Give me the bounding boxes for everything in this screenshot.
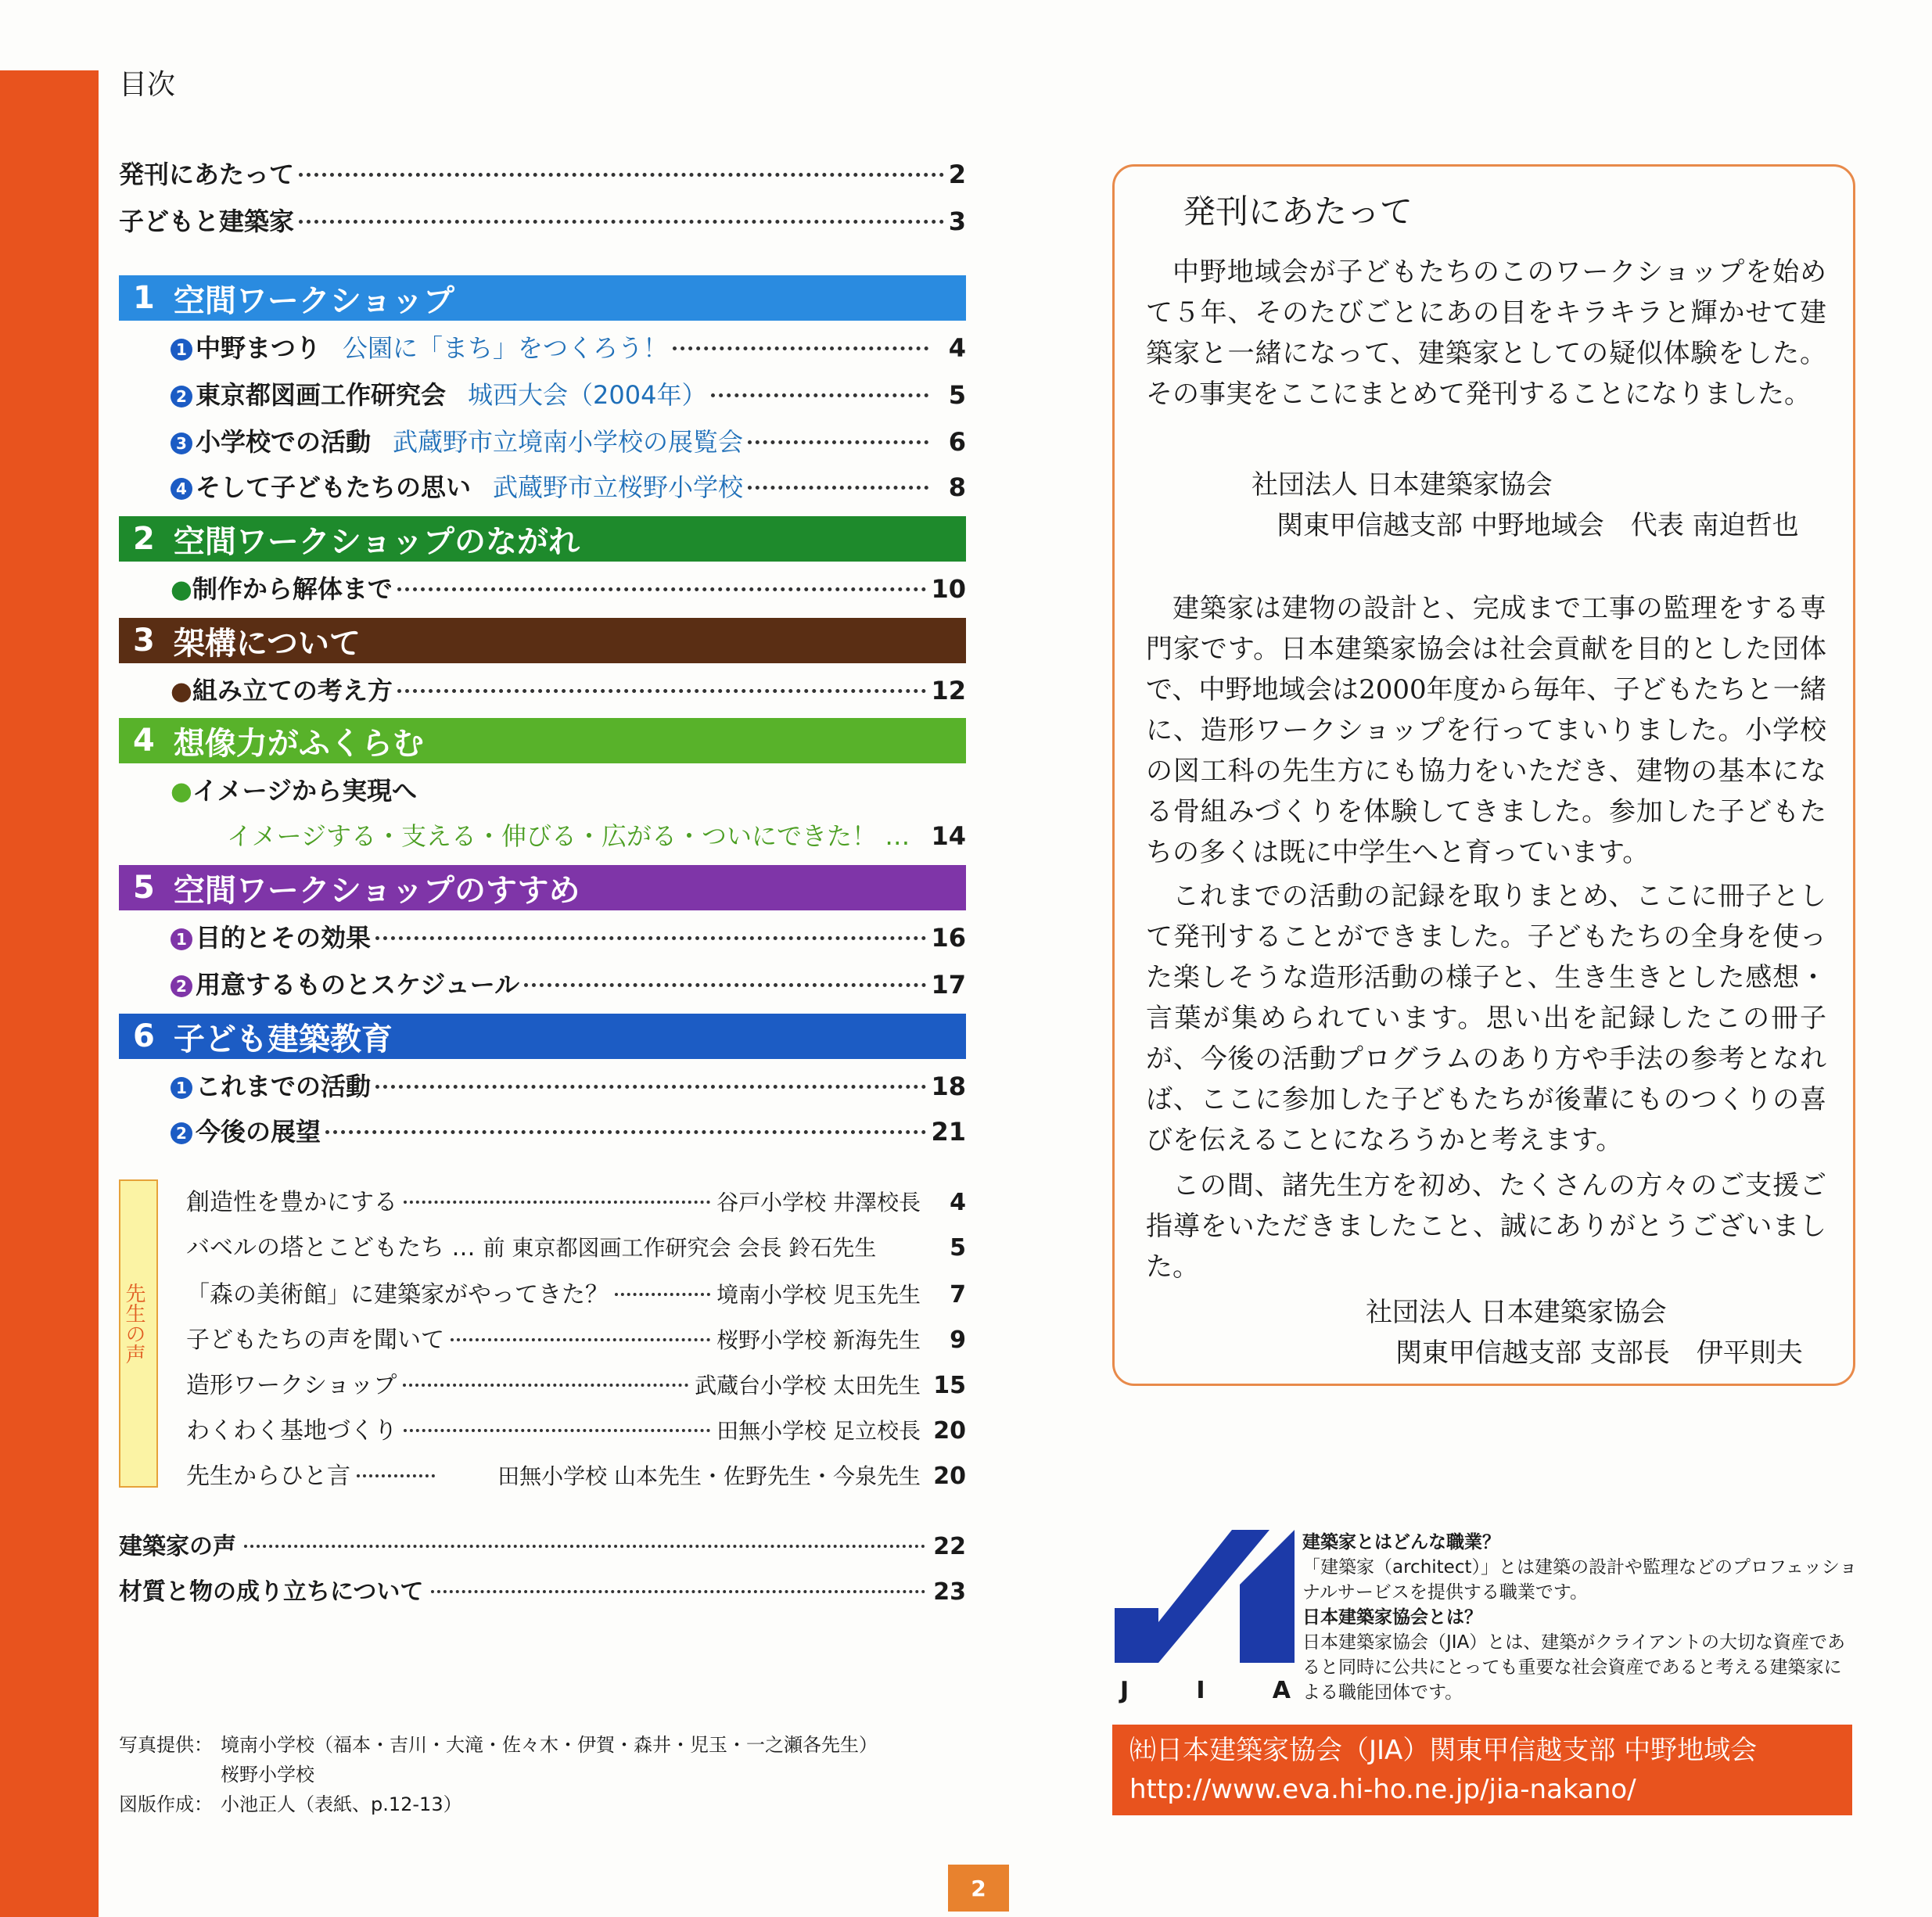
leader-dots	[325, 1130, 926, 1134]
leader-dots	[397, 689, 927, 693]
jia-question: 日本建築家協会とは？	[1302, 1607, 1482, 1628]
voice-title: 子どもたちの声を聞いて	[186, 1326, 444, 1354]
section-title: 架構について	[173, 625, 361, 662]
section-title: 想像力がふくらむ	[173, 725, 424, 762]
toc-entry-label: 建築家の声	[119, 1533, 236, 1560]
toc-entry[interactable]	[119, 1572, 966, 1606]
voice-page: 15	[933, 1372, 966, 1399]
credit-text: 小池正人（表紙、p.12-13）	[221, 1793, 462, 1815]
section-title: 子ども建築教育	[173, 1021, 393, 1057]
section-number: 5	[133, 870, 155, 906]
voice-page: 9	[950, 1326, 966, 1354]
jia-answer: 日本建築家協会（JIA）とは、建築がクライアントの大切な資産であると同時に公共にとっても重要な社会資産であると考える建築家による職能団体です。	[1302, 1632, 1846, 1703]
bullet-dot-icon: ●	[171, 776, 192, 806]
section-number: 2	[133, 521, 155, 557]
voice-entry[interactable]	[186, 1366, 966, 1400]
credit-label: 写真提供：	[119, 1734, 213, 1756]
leader-dots	[404, 1201, 710, 1204]
toc-subentry-page: 5	[948, 380, 966, 410]
toc-subentry-page: 16	[931, 923, 966, 953]
toc-subentry-label: 制作から解体まで	[192, 574, 393, 604]
signature-name: 関東甲信越支部 中野地域会 代表 南迫哲也	[1277, 510, 1799, 541]
voices-label: 先生の声	[122, 1283, 145, 1364]
credit-text: 境南小学校（福本・吉川・大滝・佐々木・伊賀・森井・児玉・一之瀬各先生）	[221, 1734, 878, 1756]
toc-subentry[interactable]	[171, 422, 966, 458]
page-number: 2	[948, 1865, 1009, 1912]
toc-entry-page: 23	[933, 1578, 966, 1606]
leader-dots	[244, 1545, 925, 1548]
toc-title: 目次	[119, 69, 176, 101]
circled-number-icon: 1	[171, 928, 192, 950]
voice-page: 20	[933, 1417, 966, 1445]
toc-subentry[interactable]	[171, 328, 966, 364]
toc-subentry-note: 公園に「まち」をつくろう！	[343, 333, 669, 363]
toc-subentry-label: 用意するものとスケジュール	[196, 970, 520, 1000]
jia-banner-org: ㈳日本建築家協会（JIA）関東甲信越支部 中野地域会	[1129, 1735, 1758, 1766]
voice-title: バベルの塔とこどもたち …	[186, 1234, 476, 1262]
voice-entry[interactable]	[186, 1228, 966, 1262]
toc-subentry-note: 武蔵野市立桜野小学校	[493, 472, 744, 502]
credits	[119, 1730, 878, 1819]
voice-title: 造形ワークショップ	[186, 1372, 397, 1399]
voice-page: 7	[950, 1281, 966, 1309]
circled-number-icon: 2	[171, 1122, 192, 1144]
leader-dots	[711, 393, 928, 397]
signature-name: 関東甲信越支部 支部長 伊平則夫	[1395, 1337, 1803, 1369]
section-number: 3	[133, 623, 155, 659]
section-header-3[interactable]	[119, 618, 966, 663]
circled-number-icon: 1	[171, 1077, 192, 1099]
toc-subentry[interactable]	[171, 965, 966, 1001]
bullet-dot-icon: ●	[171, 676, 192, 705]
section-title: 空間ワークショップのながれ	[173, 523, 580, 560]
leader-dots	[524, 983, 926, 987]
leader-dots	[404, 1429, 710, 1432]
leader-dots	[431, 1590, 925, 1593]
section-title: 空間ワークショップのすすめ	[173, 872, 580, 909]
voice-title: 「森の美術館」に建築家がやってきた？	[186, 1281, 609, 1309]
toc-subentry-page: 17	[931, 970, 966, 1000]
leader-dots	[375, 936, 926, 940]
leader-dots	[451, 1338, 710, 1341]
toc-subentry-continuation[interactable]	[227, 817, 966, 853]
toc-subentry-label: 中野まつり	[196, 333, 321, 363]
toc-entry-page: 22	[933, 1533, 966, 1560]
toc-subentry-label: これまでの活動	[196, 1072, 372, 1101]
jia-description	[1302, 1530, 1858, 1705]
credit-label: 図版作成：	[119, 1793, 213, 1815]
circled-number-icon: 3	[171, 433, 192, 454]
toc-subentry[interactable]	[171, 671, 966, 707]
left-edge-bar	[0, 70, 99, 1917]
voice-author: 前 東京都図画工作研究会 会長 鈴石先生	[483, 1235, 877, 1261]
circled-number-icon: 1	[171, 339, 192, 361]
toc-entry[interactable]	[119, 1527, 966, 1561]
jia-banner	[1112, 1725, 1852, 1815]
voice-entry[interactable]	[186, 1411, 966, 1445]
circled-number-icon: 4	[171, 478, 192, 500]
toc-entry[interactable]	[119, 155, 966, 191]
voice-title: 創造性を豊かにする	[186, 1189, 397, 1216]
section-title: 空間ワークショップ	[173, 282, 455, 319]
voice-title: わくわく基地づくり	[186, 1417, 397, 1445]
section-number: 6	[133, 1018, 155, 1054]
leader-dots	[357, 1474, 435, 1477]
intro-paragraph: これまでの活動の記録を取りまとめ、ここに冊子として発刊することができました。子どもたちの全身を使った楽しそうな造形活動の様子と、生き生きとした感想・言葉が集められています。思い出を記録したこの冊子が、今後の活動プログラムのあり方や手法の参考となれば、ここに参加した子どもたちが後輩にものつくりの喜びを伝えることになろうかと考えます。	[1146, 881, 1826, 1156]
toc-subentry-note: 城西大会（2004年）	[468, 380, 707, 410]
toc-subentry-page: 4	[948, 333, 966, 363]
voice-author: 桜野小学校 新海先生	[716, 1327, 921, 1353]
toc-subentry[interactable]	[171, 468, 966, 504]
signature-org: 社団法人 日本建築家協会	[1251, 469, 1553, 501]
toc-subentry-label: 東京都図画工作研究会	[196, 380, 447, 410]
jia-answer: 「建築家（architect）」とは建築の設計や監理などのプロフェッショナルサービスを提供する職業です。	[1302, 1557, 1858, 1603]
toc-subentry-label: 今後の展望	[196, 1117, 321, 1147]
voice-entry[interactable]	[186, 1183, 966, 1217]
voice-page: 20	[933, 1463, 966, 1490]
toc-entry-page: 3	[948, 206, 966, 236]
toc-subentry-page: 18	[931, 1072, 966, 1101]
circled-number-icon: 2	[171, 975, 192, 997]
voice-entry[interactable]	[186, 1320, 966, 1355]
section-number: 4	[133, 723, 155, 759]
leader-dots	[615, 1293, 710, 1296]
section-header-1[interactable]	[119, 275, 966, 321]
toc-subentry-label: 小学校での活動	[196, 427, 372, 457]
toc-subentry-label: そして子どもたちの思い	[196, 472, 472, 502]
toc-subentry-page: 12	[931, 676, 966, 705]
toc-subentry-page: 21	[931, 1117, 966, 1147]
toc-subentry-note: 武蔵野市立境南小学校の展覧会	[393, 427, 744, 457]
leader-dots	[748, 486, 928, 490]
toc-entry-label: 材質と物の成り立ちについて	[119, 1578, 424, 1606]
voice-author: 田無小学校 足立校長	[716, 1418, 921, 1444]
jia-banner-url[interactable]: http://www.eva.hi-ho.ne.jp/jia-nakano/	[1129, 1774, 1636, 1805]
jia-logo-letters: J I A	[1120, 1677, 1291, 1704]
toc-entry-page: 2	[948, 160, 966, 189]
voice-entry[interactable]	[186, 1456, 966, 1491]
leader-dots	[748, 440, 928, 444]
toc-subentry-page: 10	[931, 574, 966, 604]
intro-title: 発刊にあたって	[1183, 192, 1413, 231]
voice-author: 境南小学校 児玉先生	[716, 1282, 921, 1308]
toc-subentry[interactable]	[171, 918, 966, 954]
section-header-2[interactable]	[119, 516, 966, 562]
leader-dots	[403, 1384, 688, 1387]
intro-paragraph: 建築家は建物の設計と、完成まで工事の監理をする専門家です。日本建築家協会は社会貢献を目的とした団体で、中野地域会は2000年度から毎年、子どもたちと一緒に、造形ワークショップを行ってまいりました。小学校の図工科の先生方にも協力をいただき、建物の基本になる骨組みづくりを体験してきました。参加した子どもたちの多くは既に中学生へと育っています。	[1146, 593, 1826, 868]
bullet-dot-icon: ●	[171, 574, 192, 604]
toc-subentry-page: 6	[948, 427, 966, 457]
toc-subentry[interactable]	[171, 771, 966, 807]
leader-dots	[397, 587, 927, 591]
voice-author: 谷戸小学校 井澤校長	[716, 1190, 921, 1215]
leader-dots	[673, 346, 928, 350]
toc-subentry[interactable]	[171, 1067, 966, 1103]
toc-subentry-label: イメージから実現へ	[192, 776, 417, 806]
toc-subentry-page: 14	[931, 821, 966, 851]
credit-text: 桜野小学校	[221, 1764, 314, 1786]
toc-entry[interactable]	[119, 202, 966, 238]
section-header-6[interactable]	[119, 1014, 966, 1059]
leader-dots	[299, 220, 944, 224]
leader-dots	[375, 1085, 926, 1089]
voice-author: 武蔵台小学校 太田先生	[695, 1373, 921, 1398]
toc-subentry-label: 目的とその効果	[196, 923, 372, 953]
circled-number-icon: 2	[171, 386, 192, 407]
toc-subentry[interactable]	[171, 569, 966, 605]
toc-entry-label: 発刊にあたって	[119, 160, 295, 189]
toc-subentry-label: 組み立ての考え方	[192, 676, 393, 705]
toc-subentry[interactable]	[171, 1112, 966, 1148]
leader-dots	[299, 173, 944, 177]
jia-logo	[1115, 1530, 1295, 1691]
toc-subentry[interactable]	[171, 375, 966, 411]
voice-entry[interactable]	[186, 1275, 966, 1309]
voice-page: 5	[950, 1234, 966, 1262]
toc-subentry-note: イメージする・支える・伸びる・広がる・ついにできた！ …	[227, 821, 910, 851]
jia-question: 建築家とはどんな職業？	[1302, 1532, 1500, 1553]
section-header-5[interactable]	[119, 865, 966, 910]
voice-title: 先生からひと言	[186, 1463, 350, 1490]
section-header-4[interactable]	[119, 718, 966, 763]
toc-subentry-page: 8	[948, 472, 966, 502]
section-number: 1	[133, 280, 155, 316]
intro-paragraph: この間、諸先生方を初め、たくさんの方々のご支援ご指導をいただきましたこと、誠にありがとうございました。	[1146, 1170, 1826, 1283]
voice-page: 4	[950, 1189, 966, 1216]
intro-paragraph: 中野地域会が子どもたちのこのワークショップを始めて５年、そのたびごとにあの目をキラキラと輝かせて建築家と一緒になって、建築家としての疑似体験をした。その事実をここにまとめて発刊することになりました。	[1146, 257, 1826, 410]
voice-author: 田無小学校 山本先生・佐野先生・今泉先生	[497, 1463, 921, 1489]
toc-entry-label: 子どもと建築家	[119, 206, 295, 236]
signature-org: 社団法人 日本建築家協会	[1366, 1297, 1667, 1328]
